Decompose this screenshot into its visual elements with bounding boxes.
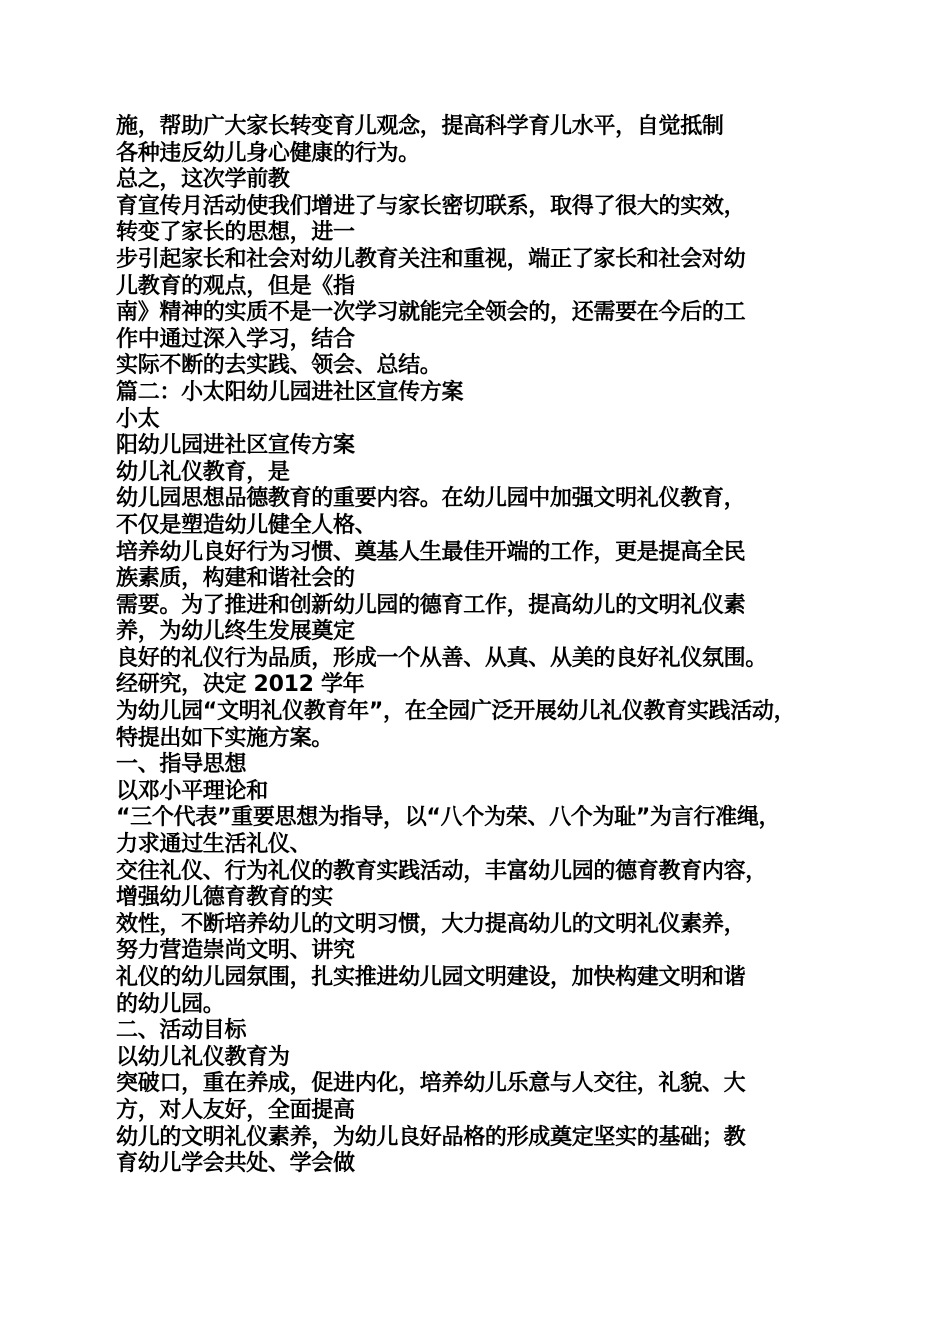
text-line: 努力营造崇尚文明、讲究: [116, 938, 355, 964]
text-line: 实际不断的去实践、领会、总结。: [116, 353, 442, 379]
text-line: 增强幼儿德育教育的实: [116, 885, 334, 911]
text-line: 育幼儿学会共处、学会做: [116, 1151, 355, 1177]
text-line: 阳幼儿园进社区宣传方案: [116, 433, 355, 459]
text-line: 良好的礼仪行为品质，形成一个从善、从真、从美的良好礼仪氛围。: [116, 645, 768, 671]
text-line: 力求通过生活礼仪、: [116, 832, 312, 858]
text-line: 方，对人友好，全面提高: [116, 1097, 355, 1123]
text-line: 以幼儿礼仪教育为: [116, 1044, 290, 1070]
text-line: 养，为幼儿终生发展奠定: [116, 619, 355, 645]
text-line: 小太: [116, 406, 160, 432]
text-line: 转变了家长的思想，进一: [116, 220, 355, 246]
text-line: 礼仪的幼儿园氛围，扎实推进幼儿园文明建设，加快构建文明和谐: [116, 965, 746, 990]
text-line: 特提出如下实施方案。: [116, 725, 334, 751]
text-line: 总之，这次学前教: [116, 167, 290, 193]
text-line: 幼儿的文明礼仪素养，为幼儿良好品格的形成奠定坚实的基础；教: [116, 1124, 746, 1150]
text-line: 施，帮助广大家长转变育儿观念，提高科学育儿水平，自觉抵制: [116, 114, 724, 139]
text-line: 育宣传月活动使我们增进了与家长密切联系，取得了很大的实效，: [116, 193, 746, 219]
section-heading: 一、指导思想: [116, 752, 247, 778]
section-heading: 篇二：小太阳幼儿园进社区宣传方案: [116, 379, 464, 405]
text-line: 不仅是塑造幼儿健全人格、: [116, 512, 377, 538]
text-line: 经研究，决定 2012 学年: [116, 672, 365, 698]
text-line: 作中通过深入学习，结合: [116, 326, 355, 352]
text-line: 需要。为了推进和创新幼儿园的德育工作，提高幼儿的文明礼仪素: [116, 592, 746, 618]
text-line: “三个代表”重要思想为指导，以“八个为荣、八个为耻”为言行准绳，: [116, 805, 781, 831]
document-body: [116, 114, 856, 1178]
text-line: 各种违反幼儿身心健康的行为。: [116, 140, 420, 166]
text-line: 幼儿礼仪教育，是: [116, 459, 290, 485]
text-line: 培养幼儿良好行为习惯、奠基人生最佳开端的工作，更是提高全民: [116, 539, 746, 565]
text-line: 儿教育的观点，但是《指: [116, 273, 355, 299]
text-line: 效性，不断培养幼儿的文明习惯，大力提高幼儿的文明礼仪素养，: [116, 911, 746, 937]
text-line: 南》精神的实质不是一次学习就能完全领会的，还需要在今后的工: [116, 300, 746, 326]
text-line: 以邓小平理论和: [116, 778, 268, 804]
text-line: 幼儿园思想品德教育的重要内容。在幼儿园中加强文明礼仪教育，: [116, 486, 746, 512]
text-line: 步引起家长和社会对幼儿教育关注和重视，端正了家长和社会对幼: [116, 246, 746, 272]
text-line: 突破口，重在养成，促进内化，培养幼儿乐意与人交往，礼貌、大: [116, 1071, 746, 1097]
text-line: 的幼儿园。: [116, 991, 225, 1017]
text-line: 为幼儿园“文明礼仪教育年”，在全园广泛开展幼儿礼仪教育实践活动，: [116, 699, 796, 725]
text-line: 交往礼仪、行为礼仪的教育实践活动，丰富幼儿园的德育教育内容，: [116, 858, 768, 884]
section-heading: 二、活动目标: [116, 1018, 247, 1044]
text-line: 族素质，构建和谐社会的: [116, 566, 355, 592]
